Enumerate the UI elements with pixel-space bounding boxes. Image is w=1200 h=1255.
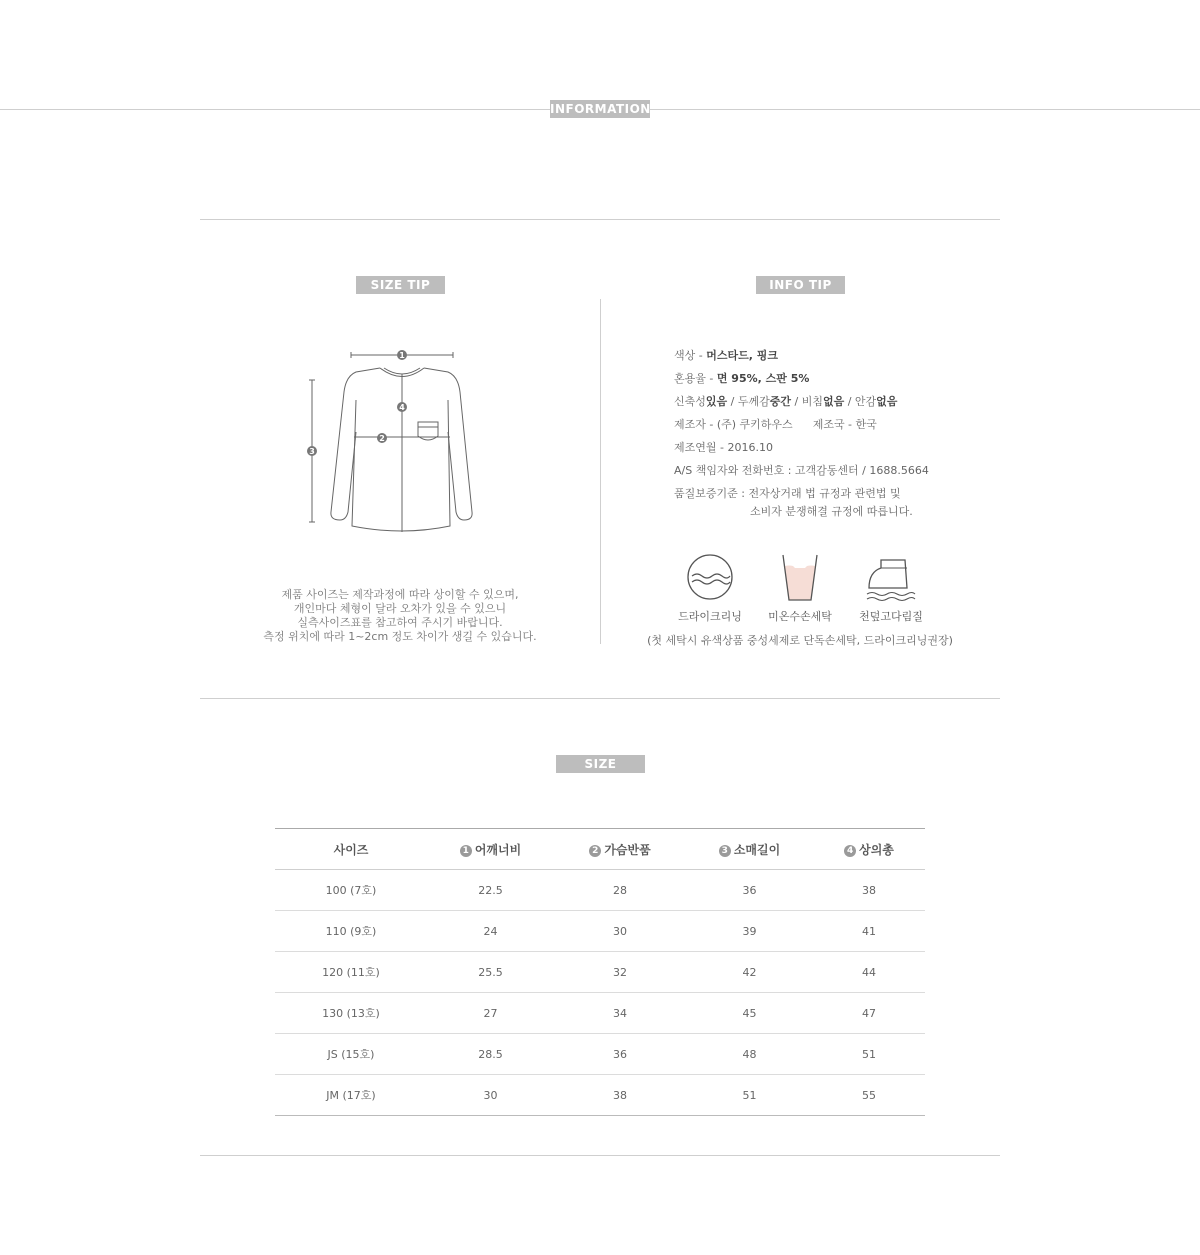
info-date: 제조연월 - 2016.10 bbox=[674, 441, 773, 454]
header-shoulder: 1 어깨너비 bbox=[427, 829, 554, 870]
cell-sleeve: 48 bbox=[686, 1034, 813, 1075]
hand-wash-icon bbox=[775, 552, 825, 602]
washing-note: (첫 세탁시 유색상품 중성세제로 단독손세탁, 드라이크리닝권장) bbox=[647, 634, 953, 647]
iron-cloth-icon bbox=[863, 552, 919, 602]
divider-section-1 bbox=[200, 219, 1000, 220]
size-tag: SIZE bbox=[556, 755, 645, 773]
size-note-line: 개인마다 체형이 달라 오차가 있을 수 있으니 bbox=[293, 602, 507, 615]
size-note-line: 실측사이즈표를 참고하여 주시기 바랍니다. bbox=[297, 616, 503, 629]
wash-dry-clean bbox=[665, 552, 755, 624]
cell-size: 100 (7호) bbox=[275, 870, 427, 911]
cell-length: 51 bbox=[813, 1034, 925, 1075]
wash-iron bbox=[846, 552, 936, 624]
marker-1: 1 bbox=[399, 351, 405, 360]
cell-size: JM (17호) bbox=[275, 1075, 427, 1116]
cell-size: 130 (13호) bbox=[275, 993, 427, 1034]
marker-2: 2 bbox=[379, 434, 385, 443]
cell-chest: 38 bbox=[554, 1075, 686, 1116]
size-table-header bbox=[275, 829, 925, 870]
size-note-line: 제품 사이즈는 제작과정에 따라 상이할 수 있으며, bbox=[281, 588, 519, 601]
cell-length: 38 bbox=[813, 870, 925, 911]
cell-chest: 36 bbox=[554, 1034, 686, 1075]
header-num: 1 bbox=[460, 845, 472, 857]
divider-bottom bbox=[200, 1155, 1000, 1156]
info-list bbox=[674, 347, 994, 526]
cell-length: 41 bbox=[813, 911, 925, 952]
cell-shoulder: 28.5 bbox=[427, 1034, 554, 1075]
marker-4: 4 bbox=[399, 403, 405, 412]
table-row bbox=[275, 911, 925, 952]
cell-chest: 32 bbox=[554, 952, 686, 993]
header-num: 4 bbox=[844, 845, 856, 857]
garment-diagram bbox=[300, 340, 500, 540]
info-blend: 혼용율 - 면 95%, 스판 5% bbox=[674, 372, 810, 385]
size-table bbox=[275, 828, 925, 1116]
cell-shoulder: 30 bbox=[427, 1075, 554, 1116]
table-row bbox=[275, 952, 925, 993]
cell-length: 44 bbox=[813, 952, 925, 993]
size-note bbox=[230, 588, 570, 644]
info-quality-2: 소비자 분쟁해결 규정에 따릅니다. bbox=[750, 505, 913, 518]
wash-label: 드라이크리닝 bbox=[678, 610, 742, 623]
cell-length: 55 bbox=[813, 1075, 925, 1116]
info-quality: 품질보증기준 : 전자상거래 법 규정과 관련법 및 bbox=[674, 487, 901, 500]
cell-size: 120 (11호) bbox=[275, 952, 427, 993]
header-num: 2 bbox=[589, 845, 601, 857]
header-chest: 2 가슴반품 bbox=[554, 829, 686, 870]
cell-shoulder: 22.5 bbox=[427, 870, 554, 911]
header-length: 4 상의총 bbox=[813, 829, 925, 870]
table-row bbox=[275, 1034, 925, 1075]
marker-3: 3 bbox=[309, 447, 315, 456]
header-sleeve: 3 소매길이 bbox=[686, 829, 813, 870]
cell-shoulder: 24 bbox=[427, 911, 554, 952]
info-tip-tag: INFO TIP bbox=[756, 276, 845, 294]
divider-section-2 bbox=[200, 698, 1000, 699]
cell-size: JS (15호) bbox=[275, 1034, 427, 1075]
cell-sleeve: 42 bbox=[686, 952, 813, 993]
info-as: A/S 책임자와 전화번호 : 고객감동센터 / 1688.5664 bbox=[674, 464, 929, 477]
size-note-line: 측정 위치에 따라 1~2cm 정도 차이가 생길 수 있습니다. bbox=[263, 630, 537, 643]
information-tag: INFORMATION bbox=[550, 102, 651, 116]
wash-label: 천덮고다림질 bbox=[859, 610, 923, 623]
header-num: 3 bbox=[719, 845, 731, 857]
cell-length: 47 bbox=[813, 993, 925, 1034]
info-fabric: 신축성있음 / 두께감중간 / 비침없음 / 안감없음 bbox=[674, 395, 898, 408]
table-row bbox=[275, 1075, 925, 1116]
info-maker: 제조자 - (주) 쿠키하우스 제조국 - 한국 bbox=[674, 418, 877, 431]
cell-sleeve: 39 bbox=[686, 911, 813, 952]
cell-shoulder: 25.5 bbox=[427, 952, 554, 993]
cell-shoulder: 27 bbox=[427, 993, 554, 1034]
cell-sleeve: 51 bbox=[686, 1075, 813, 1116]
cell-chest: 28 bbox=[554, 870, 686, 911]
table-row bbox=[275, 993, 925, 1034]
wash-label: 미온수손세탁 bbox=[768, 610, 832, 623]
column-divider bbox=[600, 299, 601, 644]
header-size: 사이즈 bbox=[275, 829, 427, 870]
cell-chest: 30 bbox=[554, 911, 686, 952]
wash-hand-wash bbox=[755, 552, 845, 624]
info-color: 색상 - 머스타드, 핑크 bbox=[674, 349, 778, 362]
dry-clean-icon bbox=[685, 552, 735, 602]
cell-sleeve: 45 bbox=[686, 993, 813, 1034]
cell-size: 110 (9호) bbox=[275, 911, 427, 952]
size-tip-tag: SIZE TIP bbox=[356, 276, 445, 294]
table-row bbox=[275, 870, 925, 911]
cell-chest: 34 bbox=[554, 993, 686, 1034]
cell-sleeve: 36 bbox=[686, 870, 813, 911]
